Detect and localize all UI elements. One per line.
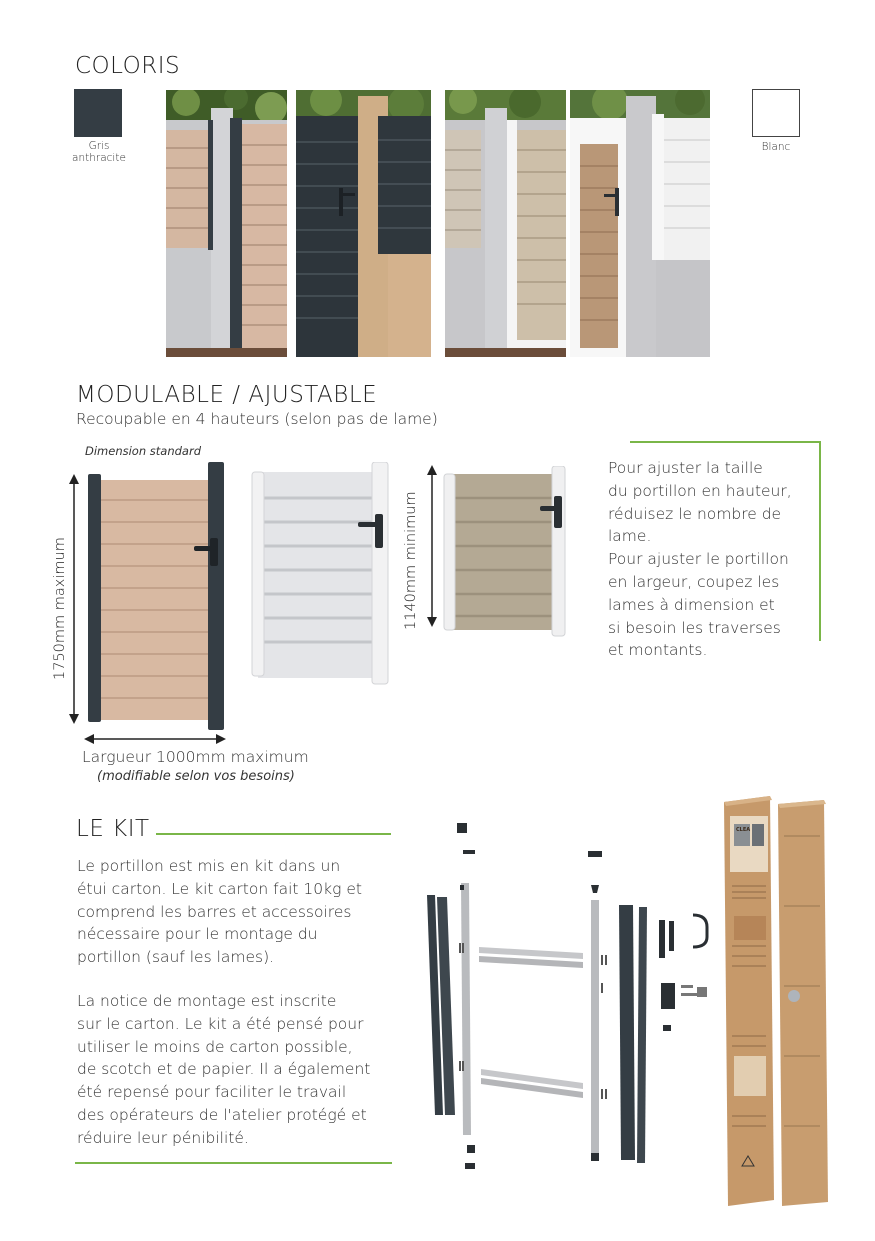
kit-paragraph-2: La notice de montage est inscrite sur le carton. Le kit a été pensé pour utiliser le moins de carton possible, de scotch et de papier. Il a également été repensé pour faciliter le travail des opérateurs de l'atelier protégé et réduire leur pénibilité. bbox=[77, 992, 371, 1147]
green-top-line bbox=[630, 441, 821, 443]
kit-bottom-line bbox=[75, 1162, 392, 1164]
photo-white-wall bbox=[445, 90, 566, 357]
modulable-subtitle: Recoupable en 4 hauteurs (selon pas de lame) bbox=[76, 410, 438, 428]
kit-title-underline bbox=[156, 833, 391, 835]
swatch-label-gris-anthracite: Gris anthracite bbox=[72, 140, 126, 164]
adjust-description: Pour ajuster la taille du portillon en hauteur, réduisez le nombre de lame. Pour ajuster le portillon en largeur, coupez les lames à dimension et si besoin les traverses et montants. bbox=[608, 459, 792, 660]
photo-anthracite-gate bbox=[296, 90, 431, 357]
swatch-gris-anthracite bbox=[74, 89, 122, 137]
kit-exploded-diagram bbox=[425, 815, 725, 1195]
width-note-label: (modifiable selon vos besoins) bbox=[97, 769, 295, 784]
modulable-title: MODULABLE / AJUSTABLE bbox=[76, 382, 378, 408]
box-brand-label: CLEA bbox=[736, 827, 751, 833]
gate-illustration-white bbox=[248, 462, 396, 686]
swatch-blanc bbox=[752, 89, 800, 137]
width-arrow bbox=[84, 731, 226, 745]
width-max-label: Largueur 1000mm maximum bbox=[82, 748, 309, 766]
gate-illustration-small bbox=[442, 466, 568, 638]
photo-anthracite-wall bbox=[166, 90, 287, 357]
height-min-label: 1140mm minimum bbox=[403, 491, 419, 630]
photo-white-gate bbox=[570, 90, 710, 357]
green-right-line bbox=[819, 441, 821, 641]
swatch-label-blanc: Blanc bbox=[761, 141, 791, 153]
coloris-title: COLORIS bbox=[75, 53, 181, 79]
height-max-label: 1750mm maximum bbox=[52, 537, 68, 680]
dimension-standard-label: Dimension standard bbox=[85, 444, 201, 458]
kit-cardboard-box bbox=[720, 796, 836, 1210]
height-min-arrow bbox=[425, 465, 439, 627]
height-max-arrow bbox=[67, 474, 81, 724]
gate-illustration-large bbox=[84, 460, 232, 732]
kit-title: LE KIT bbox=[76, 816, 150, 842]
kit-paragraph-1: Le portillon est mis en kit dans un étui carton. Le kit carton fait 10kg et comprend les barres et accessoires nécessaire pour le montage du portillon (sauf les lames). bbox=[77, 857, 362, 967]
